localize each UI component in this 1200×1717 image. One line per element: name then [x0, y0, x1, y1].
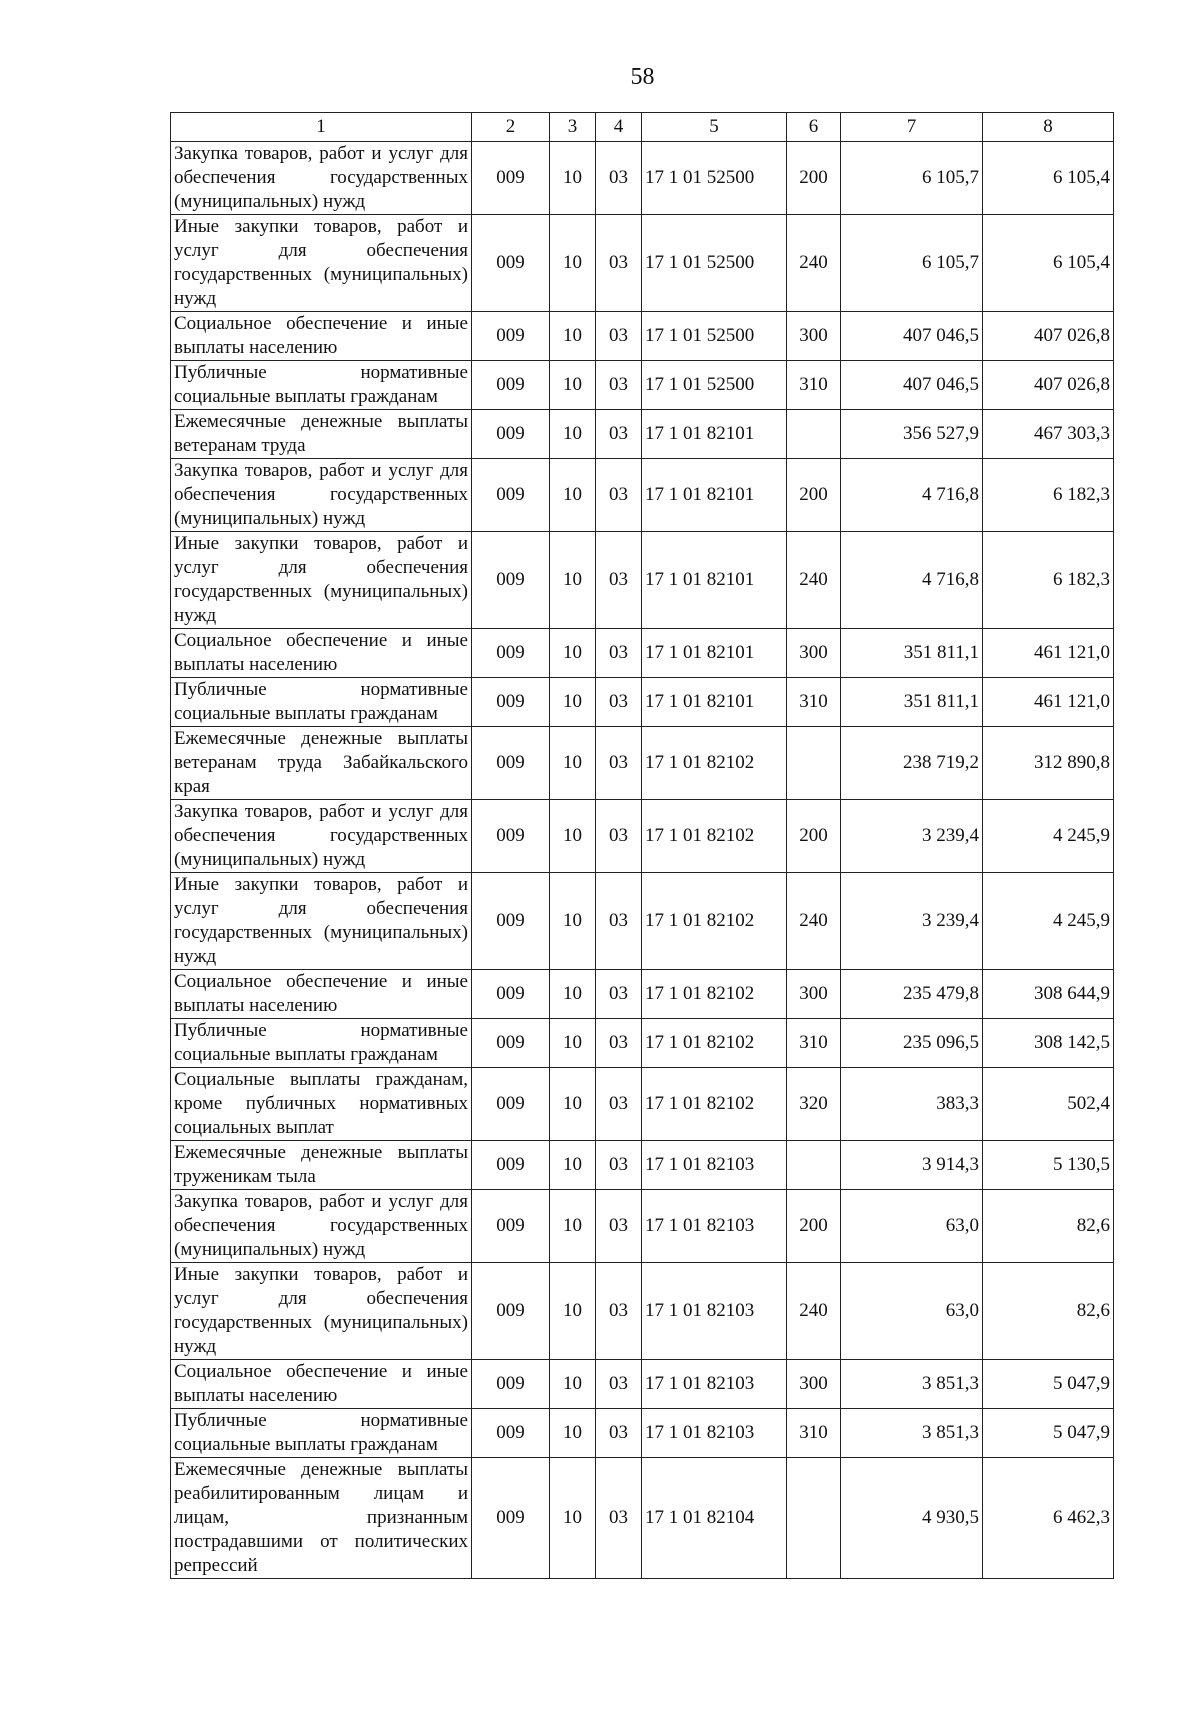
amount-year-2-cell: 308 142,5 [983, 1019, 1114, 1068]
expense-type-cell: 320 [787, 1068, 841, 1141]
subsection-cell: 03 [596, 361, 642, 410]
amount-year-2-cell: 6 105,4 [983, 215, 1114, 312]
table-row [171, 1141, 1114, 1190]
section-cell: 10 [550, 1068, 596, 1141]
ministry-code-cell: 009 [472, 873, 550, 970]
column-header-7: 7 [841, 113, 983, 142]
expense-type-cell: 240 [787, 873, 841, 970]
target-article-cell: 17 1 01 82103 [642, 1360, 787, 1409]
expense-type-cell: 310 [787, 1019, 841, 1068]
target-article-cell: 17 1 01 82103 [642, 1141, 787, 1190]
section-cell: 10 [550, 532, 596, 629]
description-cell: Социальное обеспечение и иные выплаты населению [171, 970, 472, 1019]
amount-year-1-cell: 4 716,8 [841, 459, 983, 532]
subsection-cell: 03 [596, 800, 642, 873]
target-article-cell: 17 1 01 82103 [642, 1190, 787, 1263]
ministry-code-cell: 009 [472, 1068, 550, 1141]
amount-year-2-cell: 461 121,0 [983, 629, 1114, 678]
amount-year-2-cell: 5 047,9 [983, 1409, 1114, 1458]
table-row [171, 459, 1114, 532]
description-cell: Ежемесячные денежные выплаты реабилитированным лицам и лицам, признанным пострадавшими от политических репрессий [171, 1458, 472, 1579]
subsection-cell: 03 [596, 678, 642, 727]
amount-year-2-cell: 6 105,4 [983, 142, 1114, 215]
amount-year-1-cell: 407 046,5 [841, 361, 983, 410]
ministry-code-cell: 009 [472, 532, 550, 629]
description-cell: Закупка товаров, работ и услуг для обеспечения государственных (муниципальных) нужд [171, 459, 472, 532]
amount-year-2-cell: 407 026,8 [983, 361, 1114, 410]
description-cell: Публичные нормативные социальные выплаты гражданам [171, 1409, 472, 1458]
target-article-cell: 17 1 01 82102 [642, 1019, 787, 1068]
subsection-cell: 03 [596, 1360, 642, 1409]
subsection-cell: 03 [596, 727, 642, 800]
expense-type-cell: 310 [787, 361, 841, 410]
section-cell: 10 [550, 727, 596, 800]
description-cell: Ежемесячные денежные выплаты ветеранам труда [171, 410, 472, 459]
expense-type-cell: 300 [787, 312, 841, 361]
ministry-code-cell: 009 [472, 142, 550, 215]
target-article-cell: 17 1 01 82103 [642, 1263, 787, 1360]
section-cell: 10 [550, 1263, 596, 1360]
ministry-code-cell: 009 [472, 1263, 550, 1360]
amount-year-1-cell: 235 096,5 [841, 1019, 983, 1068]
amount-year-1-cell: 351 811,1 [841, 629, 983, 678]
table-row [171, 970, 1114, 1019]
table-row [171, 142, 1114, 215]
subsection-cell: 03 [596, 532, 642, 629]
target-article-cell: 17 1 01 52500 [642, 361, 787, 410]
subsection-cell: 03 [596, 1019, 642, 1068]
description-cell: Закупка товаров, работ и услуг для обеспечения государственных (муниципальных) нужд [171, 1190, 472, 1263]
amount-year-2-cell: 6 182,3 [983, 459, 1114, 532]
ministry-code-cell: 009 [472, 1360, 550, 1409]
description-cell: Публичные нормативные социальные выплаты гражданам [171, 1019, 472, 1068]
ministry-code-cell: 009 [472, 970, 550, 1019]
description-cell: Социальные выплаты гражданам, кроме публичных нормативных социальных выплат [171, 1068, 472, 1141]
description-cell: Публичные нормативные социальные выплаты гражданам [171, 678, 472, 727]
column-header-1: 1 [171, 113, 472, 142]
section-cell: 10 [550, 410, 596, 459]
section-cell: 10 [550, 1019, 596, 1068]
target-article-cell: 17 1 01 82101 [642, 629, 787, 678]
header-row [171, 113, 1114, 142]
amount-year-1-cell: 4 930,5 [841, 1458, 983, 1579]
ministry-code-cell: 009 [472, 410, 550, 459]
section-cell: 10 [550, 629, 596, 678]
target-article-cell: 17 1 01 52500 [642, 312, 787, 361]
column-header-4: 4 [596, 113, 642, 142]
subsection-cell: 03 [596, 629, 642, 678]
table-row [171, 873, 1114, 970]
ministry-code-cell: 009 [472, 727, 550, 800]
amount-year-1-cell: 356 527,9 [841, 410, 983, 459]
target-article-cell: 17 1 01 82102 [642, 873, 787, 970]
amount-year-2-cell: 407 026,8 [983, 312, 1114, 361]
section-cell: 10 [550, 1458, 596, 1579]
table-body [171, 142, 1114, 1579]
subsection-cell: 03 [596, 1190, 642, 1263]
section-cell: 10 [550, 678, 596, 727]
section-cell: 10 [550, 459, 596, 532]
subsection-cell: 03 [596, 1409, 642, 1458]
section-cell: 10 [550, 1141, 596, 1190]
description-cell: Социальное обеспечение и иные выплаты населению [171, 629, 472, 678]
ministry-code-cell: 009 [472, 678, 550, 727]
table-row [171, 215, 1114, 312]
subsection-cell: 03 [596, 1068, 642, 1141]
table-row [171, 410, 1114, 459]
section-cell: 10 [550, 873, 596, 970]
amount-year-2-cell: 461 121,0 [983, 678, 1114, 727]
target-article-cell: 17 1 01 82101 [642, 459, 787, 532]
amount-year-1-cell: 3 851,3 [841, 1360, 983, 1409]
column-header-6: 6 [787, 113, 841, 142]
amount-year-1-cell: 6 105,7 [841, 215, 983, 312]
amount-year-1-cell: 63,0 [841, 1263, 983, 1360]
section-cell: 10 [550, 142, 596, 215]
page-number: 58 [630, 64, 655, 90]
amount-year-1-cell: 383,3 [841, 1068, 983, 1141]
subsection-cell: 03 [596, 873, 642, 970]
ministry-code-cell: 009 [472, 459, 550, 532]
table-row [171, 1068, 1114, 1141]
subsection-cell: 03 [596, 1141, 642, 1190]
ministry-code-cell: 009 [472, 361, 550, 410]
amount-year-2-cell: 4 245,9 [983, 873, 1114, 970]
table-row [171, 1019, 1114, 1068]
ministry-code-cell: 009 [472, 1458, 550, 1579]
expense-type-cell: 240 [787, 1263, 841, 1360]
section-cell: 10 [550, 312, 596, 361]
section-cell: 10 [550, 1409, 596, 1458]
target-article-cell: 17 1 01 82101 [642, 532, 787, 629]
expense-type-cell: 310 [787, 1409, 841, 1458]
expense-type-cell [787, 727, 841, 800]
ministry-code-cell: 009 [472, 1190, 550, 1263]
amount-year-2-cell: 82,6 [983, 1190, 1114, 1263]
section-cell: 10 [550, 361, 596, 410]
subsection-cell: 03 [596, 312, 642, 361]
expense-type-cell: 240 [787, 532, 841, 629]
section-cell: 10 [550, 1190, 596, 1263]
target-article-cell: 17 1 01 82102 [642, 970, 787, 1019]
amount-year-1-cell: 6 105,7 [841, 142, 983, 215]
section-cell: 10 [550, 1360, 596, 1409]
ministry-code-cell: 009 [472, 312, 550, 361]
expense-type-cell: 200 [787, 459, 841, 532]
ministry-code-cell: 009 [472, 215, 550, 312]
expense-type-cell: 200 [787, 1190, 841, 1263]
table-row [171, 1190, 1114, 1263]
table-row [171, 800, 1114, 873]
amount-year-1-cell: 238 719,2 [841, 727, 983, 800]
target-article-cell: 17 1 01 82102 [642, 727, 787, 800]
table-row [171, 1360, 1114, 1409]
description-cell: Публичные нормативные социальные выплаты гражданам [171, 361, 472, 410]
target-article-cell: 17 1 01 82102 [642, 800, 787, 873]
amount-year-1-cell: 4 716,8 [841, 532, 983, 629]
table-row [171, 532, 1114, 629]
description-cell: Социальное обеспечение и иные выплаты населению [171, 1360, 472, 1409]
section-cell: 10 [550, 215, 596, 312]
amount-year-2-cell: 5 047,9 [983, 1360, 1114, 1409]
subsection-cell: 03 [596, 142, 642, 215]
expense-type-cell: 200 [787, 142, 841, 215]
table-row [171, 1458, 1114, 1579]
target-article-cell: 17 1 01 52500 [642, 215, 787, 312]
amount-year-2-cell: 82,6 [983, 1263, 1114, 1360]
subsection-cell: 03 [596, 1263, 642, 1360]
expense-type-cell [787, 1458, 841, 1579]
description-cell: Иные закупки товаров, работ и услуг для обеспечения государственных (муниципальных) нужд [171, 1263, 472, 1360]
subsection-cell: 03 [596, 215, 642, 312]
amount-year-1-cell: 3 851,3 [841, 1409, 983, 1458]
amount-year-2-cell: 5 130,5 [983, 1141, 1114, 1190]
table-row [171, 1263, 1114, 1360]
target-article-cell: 17 1 01 82101 [642, 410, 787, 459]
section-cell: 10 [550, 800, 596, 873]
expense-type-cell: 300 [787, 970, 841, 1019]
table-header [171, 113, 1114, 142]
ministry-code-cell: 009 [472, 1409, 550, 1458]
target-article-cell: 17 1 01 82102 [642, 1068, 787, 1141]
section-cell: 10 [550, 970, 596, 1019]
target-article-cell: 17 1 01 82103 [642, 1409, 787, 1458]
amount-year-1-cell: 351 811,1 [841, 678, 983, 727]
table-row [171, 678, 1114, 727]
subsection-cell: 03 [596, 1458, 642, 1579]
target-article-cell: 17 1 01 52500 [642, 142, 787, 215]
description-cell: Иные закупки товаров, работ и услуг для обеспечения государственных (муниципальных) нужд [171, 215, 472, 312]
amount-year-2-cell: 308 644,9 [983, 970, 1114, 1019]
table-row [171, 1409, 1114, 1458]
table-row [171, 727, 1114, 800]
description-cell: Иные закупки товаров, работ и услуг для обеспечения государственных (муниципальных) нужд [171, 532, 472, 629]
amount-year-2-cell: 502,4 [983, 1068, 1114, 1141]
budget-table [170, 112, 1114, 1579]
table-row [171, 629, 1114, 678]
description-cell: Закупка товаров, работ и услуг для обеспечения государственных (муниципальных) нужд [171, 142, 472, 215]
amount-year-1-cell: 3 914,3 [841, 1141, 983, 1190]
column-header-2: 2 [472, 113, 550, 142]
amount-year-1-cell: 3 239,4 [841, 800, 983, 873]
amount-year-1-cell: 235 479,8 [841, 970, 983, 1019]
column-header-8: 8 [983, 113, 1114, 142]
description-cell: Иные закупки товаров, работ и услуг для обеспечения государственных (муниципальных) нужд [171, 873, 472, 970]
amount-year-2-cell: 4 245,9 [983, 800, 1114, 873]
description-cell: Ежемесячные денежные выплаты труженикам тыла [171, 1141, 472, 1190]
table-row [171, 361, 1114, 410]
column-header-3: 3 [550, 113, 596, 142]
amount-year-1-cell: 63,0 [841, 1190, 983, 1263]
amount-year-2-cell: 6 462,3 [983, 1458, 1114, 1579]
ministry-code-cell: 009 [472, 800, 550, 873]
subsection-cell: 03 [596, 970, 642, 1019]
ministry-code-cell: 009 [472, 1141, 550, 1190]
table-row [171, 312, 1114, 361]
amount-year-2-cell: 467 303,3 [983, 410, 1114, 459]
target-article-cell: 17 1 01 82104 [642, 1458, 787, 1579]
expense-type-cell [787, 1141, 841, 1190]
expense-type-cell: 300 [787, 1360, 841, 1409]
column-header-5: 5 [642, 113, 787, 142]
expense-type-cell [787, 410, 841, 459]
target-article-cell: 17 1 01 82101 [642, 678, 787, 727]
amount-year-2-cell: 6 182,3 [983, 532, 1114, 629]
description-cell: Социальное обеспечение и иные выплаты населению [171, 312, 472, 361]
subsection-cell: 03 [596, 410, 642, 459]
expense-type-cell: 300 [787, 629, 841, 678]
expense-type-cell: 310 [787, 678, 841, 727]
subsection-cell: 03 [596, 459, 642, 532]
amount-year-2-cell: 312 890,8 [983, 727, 1114, 800]
description-cell: Ежемесячные денежные выплаты ветеранам труда Забайкальского края [171, 727, 472, 800]
amount-year-1-cell: 407 046,5 [841, 312, 983, 361]
amount-year-1-cell: 3 239,4 [841, 873, 983, 970]
expense-type-cell: 240 [787, 215, 841, 312]
ministry-code-cell: 009 [472, 629, 550, 678]
description-cell: Закупка товаров, работ и услуг для обеспечения государственных (муниципальных) нужд [171, 800, 472, 873]
expense-type-cell: 200 [787, 800, 841, 873]
ministry-code-cell: 009 [472, 1019, 550, 1068]
